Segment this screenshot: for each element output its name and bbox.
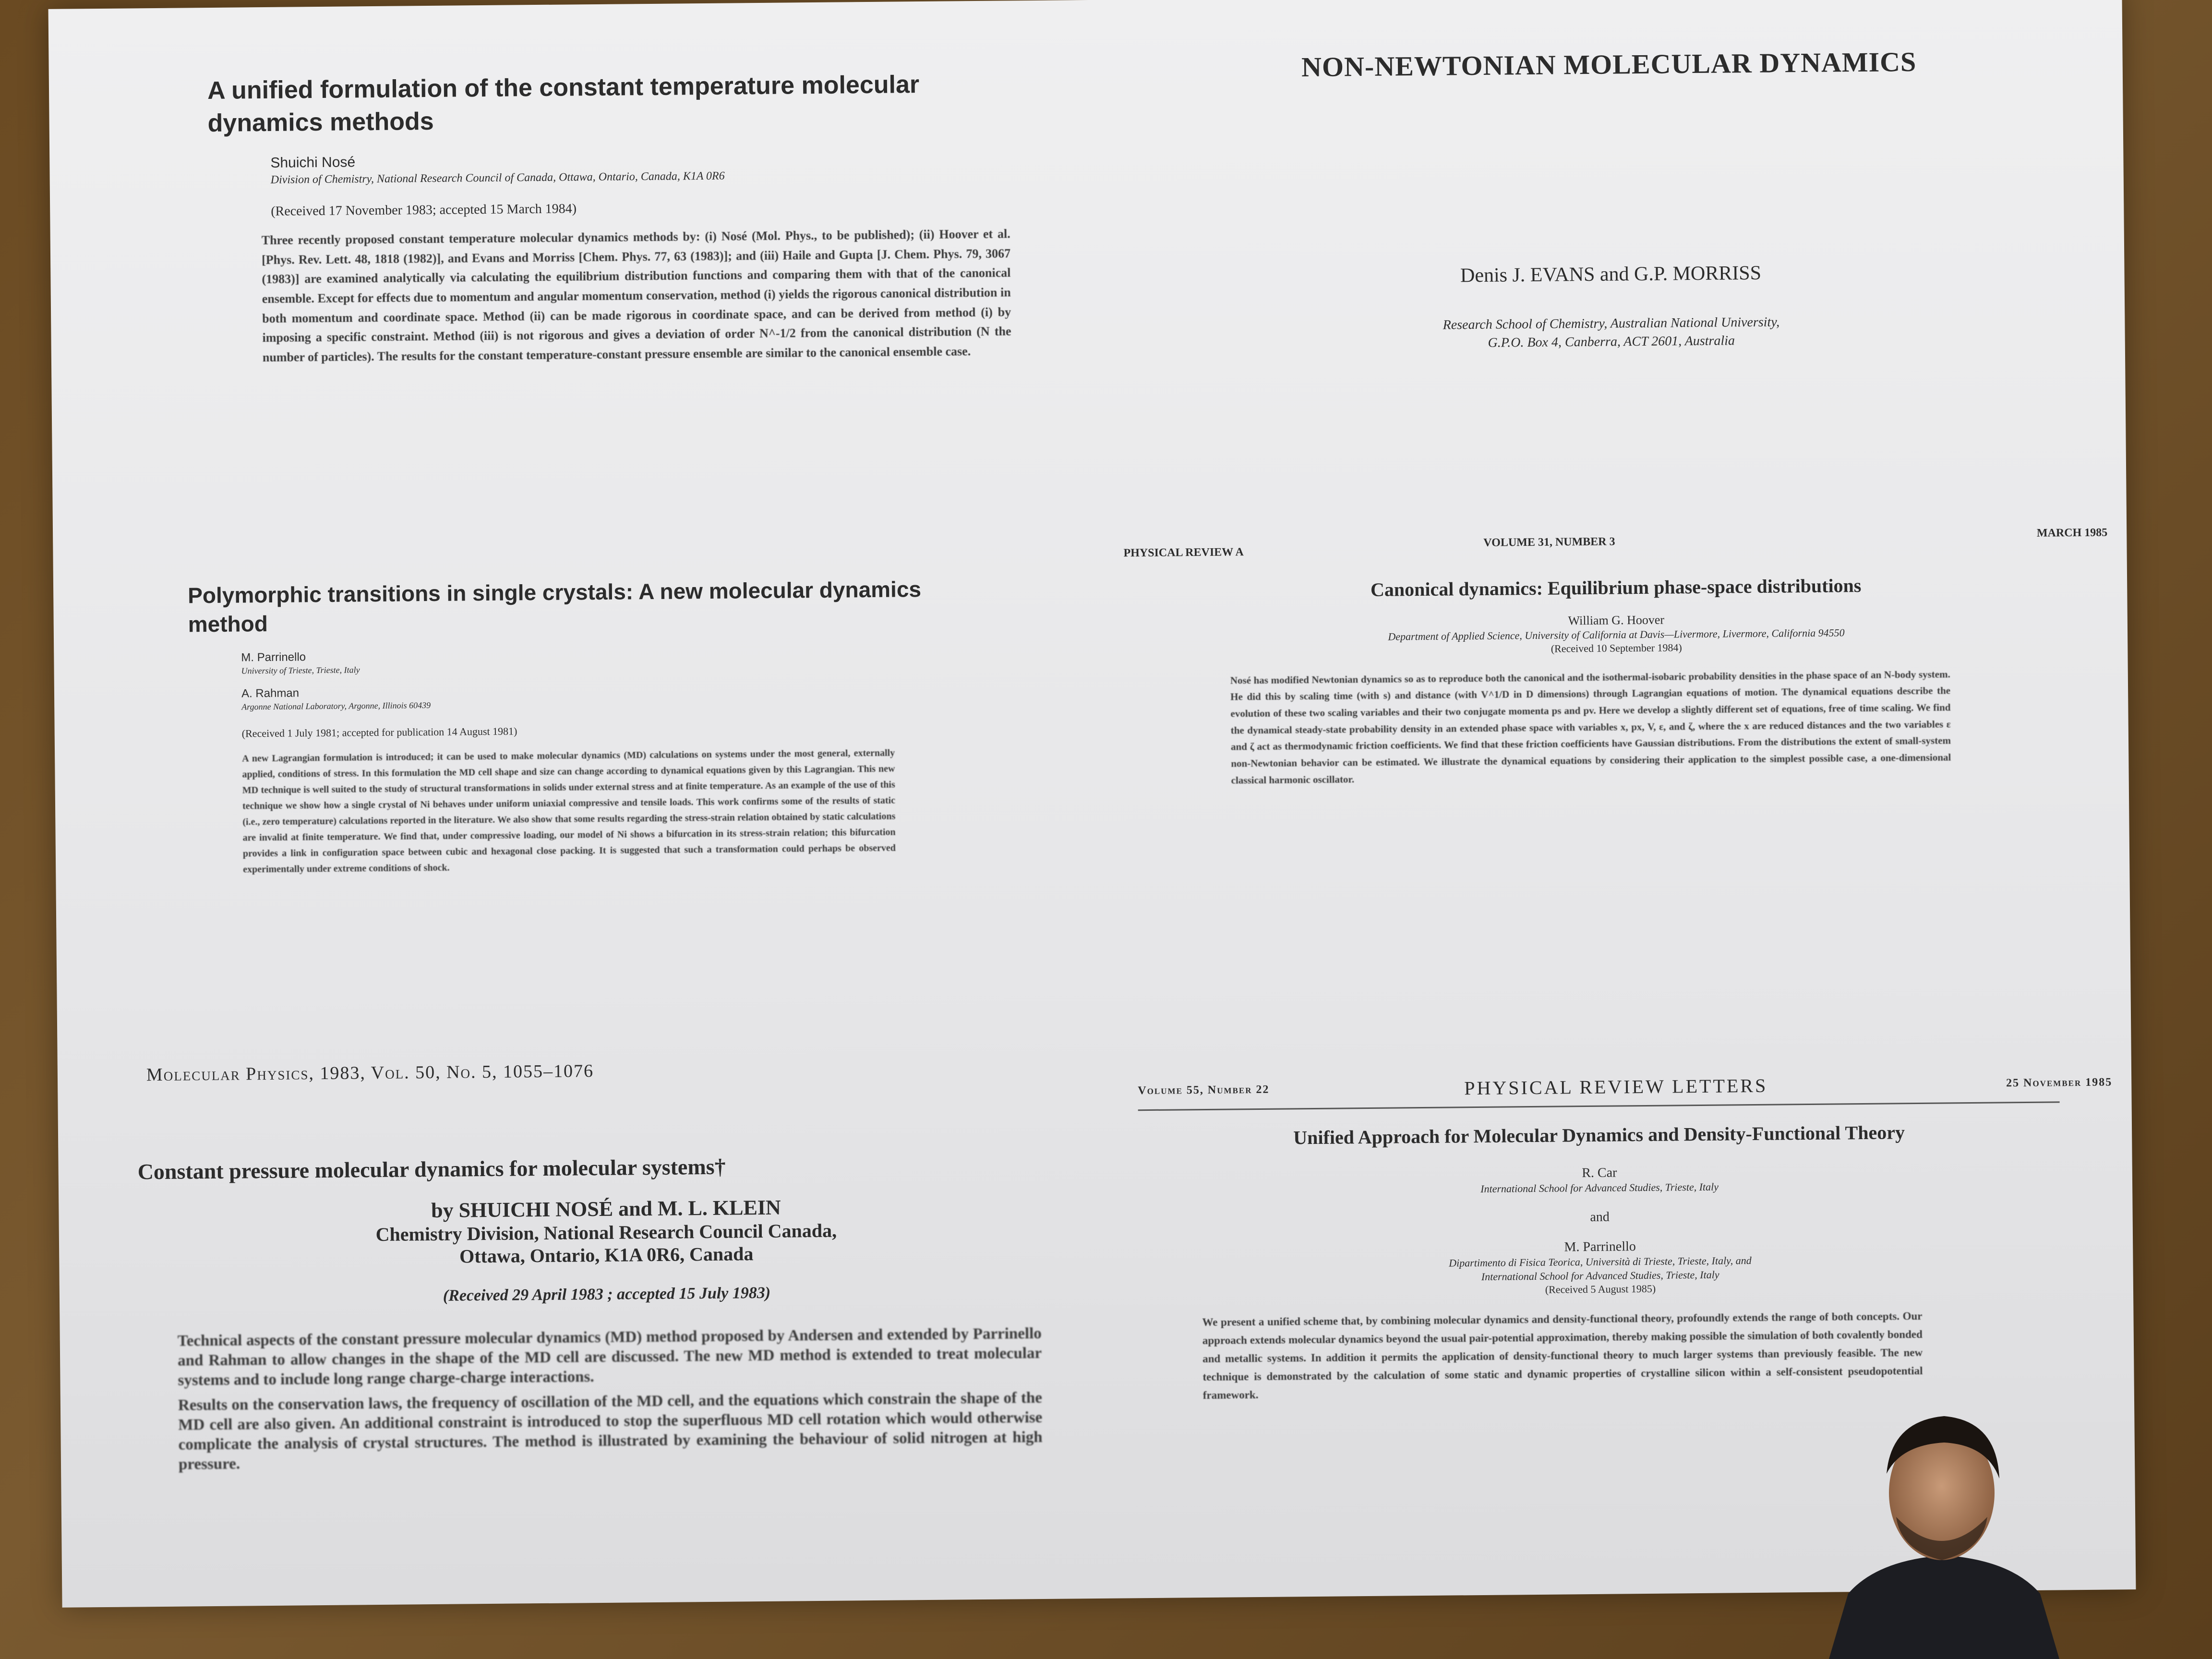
paper-abstract: A new Lagrangian formulation is introduced; it can be used to make molecular dynamics (MD) calculations on systems under the most general, externally applied, conditions of stress. In this formulation the MD cell shape and size can change according to dynamical equations given by this Lagrangian. This new MD technique is well suited to the study of structural transformations in solids under external stress and at finite temperature. As an example of the use of this technique we show how a single crystal of Ni behaves under uniform uniaxial compressive and tensile loads. This work confirms some of the results of static (i.e., zero temperature) calculations reported in the literature. We also show that some results regarding the stress-strain relation obtained by static calculations are invalid at finite temperature. We find that, under compressive loading, our model of Ni shows a bifurcation in its stress-strain relation; this bifurcation provides a link in configuration space between cubic and hexagonal close packing. It is suggested that such a transformation could perhaps be observed experimentally under extreme conditions of shock. [242, 747, 896, 875]
paper-affiliation: International School for Advanced Studies, Trieste, Italy [1480, 1180, 1719, 1195]
paper-affiliation: Department of Applied Science, University of California at Davis—Livermore, Livermore, California 94550 [1388, 626, 1845, 643]
journal-header [1123, 526, 2108, 562]
paper-abstract: Results on the conservation laws, the frequency of oscillation of the MD cell, and the equations which constrain the shape of the MD cell are also given. An additional constraint is introduced to stop the superfluous MD cell rotation which would otherwise complicate the analysis of crystal structures. The method is illustrated by examining the behaviour of solid nitrogen at high pressure. [178, 1389, 1043, 1473]
paper-title: Constant pressure molecular dynamics for molecular systems† [137, 1154, 726, 1184]
paper-authors: Denis J. EVANS and G.P. MORRISS [1460, 262, 1762, 287]
projected-slide [48, 0, 2136, 1608]
header-rule [1138, 1101, 2060, 1111]
paper-affiliation: Argonne National Laboratory, Argonne, Illinois 60439 [241, 700, 431, 712]
journal-name: PHYSICAL REVIEW A [1123, 546, 1244, 560]
paper-author: A. Rahman [241, 686, 300, 700]
paper-title: Unified Approach for Molecular Dynamics and Density-Functional Theory [1293, 1121, 1905, 1149]
paper-author: William G. Hoover [1568, 613, 1665, 628]
paper-received: (Received 10 September 1984) [1551, 641, 1682, 655]
paper-author: M. Parrinello [241, 650, 306, 664]
journal-header [1138, 1071, 2122, 1104]
paper-authors: by SHUICHI NOSÉ and M. L. KLEIN [431, 1195, 781, 1222]
paper-affiliation: Research School of Chemistry, Australian National University, [1443, 314, 1780, 333]
paper-abstract: We present a unified scheme that, by combining molecular dynamics and density-functional theory, profoundly extends the range of both concepts. Our approach extends molecular dynamics beyond the usual pair-potential approximation, thereby making possible the simulation of both covalently bonded and metallic systems. In addition it permits the application of density-functional theory to much larger systems than previously feasible. The new technique is demonstrated by the calculation of some static and dynamic properties of crystalline silicon within a self-consistent pseudopotential framework. [1202, 1310, 1923, 1401]
paper-author: Shuichi Nosé [270, 154, 356, 171]
paper-hoover [1123, 526, 2110, 790]
journal-volume: Volume 55, Number 22 [1138, 1083, 1270, 1097]
paper-affiliation: International School for Advanced Studies, Trieste, Italy [1481, 1269, 1719, 1283]
paper-affiliation: University of Trieste, Trieste, Italy [241, 665, 360, 676]
paper-author: M. Parrinello [1564, 1238, 1636, 1255]
paper-affiliation: Dipartimento di Fisica Teorica, Università di Trieste, Trieste, Italy, and [1449, 1254, 1752, 1269]
paper-car-parrinello [1138, 1071, 2125, 1405]
paper-evans-morriss [1177, 45, 2043, 355]
paper-title: A unified formulation of the constant temperature molecular dynamics methods [207, 71, 920, 137]
paper-author: R. Car [1582, 1165, 1617, 1181]
paper-affiliation: Chemistry Division, National Research Council Canada, [375, 1219, 837, 1245]
paper-nose-klein [137, 1056, 1076, 1475]
paper-title: Canonical dynamics: Equilibrium phase-space distributions [1370, 575, 1862, 601]
journal-volume: VOLUME 31, NUMBER 3 [1483, 535, 1615, 549]
paper-received: (Received 29 April 1983 ; accepted 15 July 1983) [443, 1284, 771, 1305]
paper-affiliation: Division of Chemistry, National Research Council of Canada, Ottawa, Ontario, Canada, K1A 0R6 [270, 169, 725, 187]
and-word: and [1590, 1209, 1610, 1225]
paper-abstract: Technical aspects of the constant pressure molecular dynamics (MD) method proposed by Andersen and extended by Parrinello and Rahman to allow changes in the shape of the MD cell are discussed. The new MD method is extended to treat molecular systems and to include long range charge-charge interactions. [177, 1324, 1042, 1389]
journal-name: PHYSICAL REVIEW LETTERS [1464, 1074, 1768, 1099]
paper-parrinello-rahman [188, 575, 1006, 878]
paper-nose-unified [207, 68, 1026, 368]
paper-abstract: Nosé has modified Newtonian dynamics so as to reproduce both the canonical and the isothermal-isobaric probability densities in the phase space of an N-body system. He did this by scaling time (with s) and distance (with V^1/D in D dimensions) through Lagrangian equations of motion. The dynamical equations describe the evolution of these two scaling variables and their two conjugate momenta ps and pv. Here we develop a slightly different set of equations, free of time scaling. We find the dynamical steady-state probability density in an extended phase space with variables x, px, V, ε, and ζ, where the x are reduced distances and the two variables ε and ζ act as thermodynamic friction coefficients. We find that these friction coefficients have Gaussian distributions. From the distributions the extent of small-system non-Newtonian behavior can be estimated. We illustrate the dynamical equations by considering their application to the simplest possible case, a one-dimensional classical harmonic oscillator. [1230, 668, 1951, 786]
paper-title: NON-NEWTONIAN MOLECULAR DYNAMICS [1301, 46, 1917, 83]
paper-received: (Received 17 November 1983; accepted 15 March 1984) [271, 201, 577, 219]
paper-received: (Received 1 July 1981; accepted for publication 14 August 1981) [241, 725, 517, 740]
journal-line: Molecular Physics, 1983, Vol. 50, No. 5, 1055–1076 [146, 1061, 594, 1085]
paper-title: Polymorphic transitions in single crystals: A new molecular dynamics method [187, 577, 922, 637]
paper-received: (Received 5 August 1985) [1545, 1282, 1656, 1296]
paper-abstract: Three recently proposed constant temperature molecular dynamics methods by: (i) Nosé (Mol. Phys., to be published); (ii) Hoover et al. [Phys. Rev. Lett. 48, 1818 (1982)], and Evans and Morriss [Chem. Phys. 77, 63 (1983)]; and (iii) Haile and Gupta [J. Chem. Phys. 79, 3067 (1983)] are examined analytically via calculating the equilibrium distribution functions and comparing them with that of the canonical ensemble. Except for effects due to momentum and angular momentum conservation, method (i) yields the rigorous canonical distribution in both momentum and coordinate space. Method (ii) can be made rigorous in coordinate space, and can be derived from method (i) by imposing a specific constraint. Method (iii) is not rigorous and gives a deviation of order N^-1/2 from the canonical distribution (N the number of particles). The results for the constant temperature-constant pressure ensemble are similar to the canonical ensemble case. [261, 227, 1011, 364]
journal-date: 25 November 1985 [2006, 1076, 2113, 1090]
presenter-silhouette [1819, 1402, 2069, 1659]
journal-date: MARCH 1985 [2036, 526, 2108, 540]
paper-affiliation: Ottawa, Ontario, K1A 0R6, Canada [459, 1242, 754, 1267]
paper-affiliation: G.P.O. Box 4, Canberra, ACT 2601, Australia [1488, 333, 1735, 350]
